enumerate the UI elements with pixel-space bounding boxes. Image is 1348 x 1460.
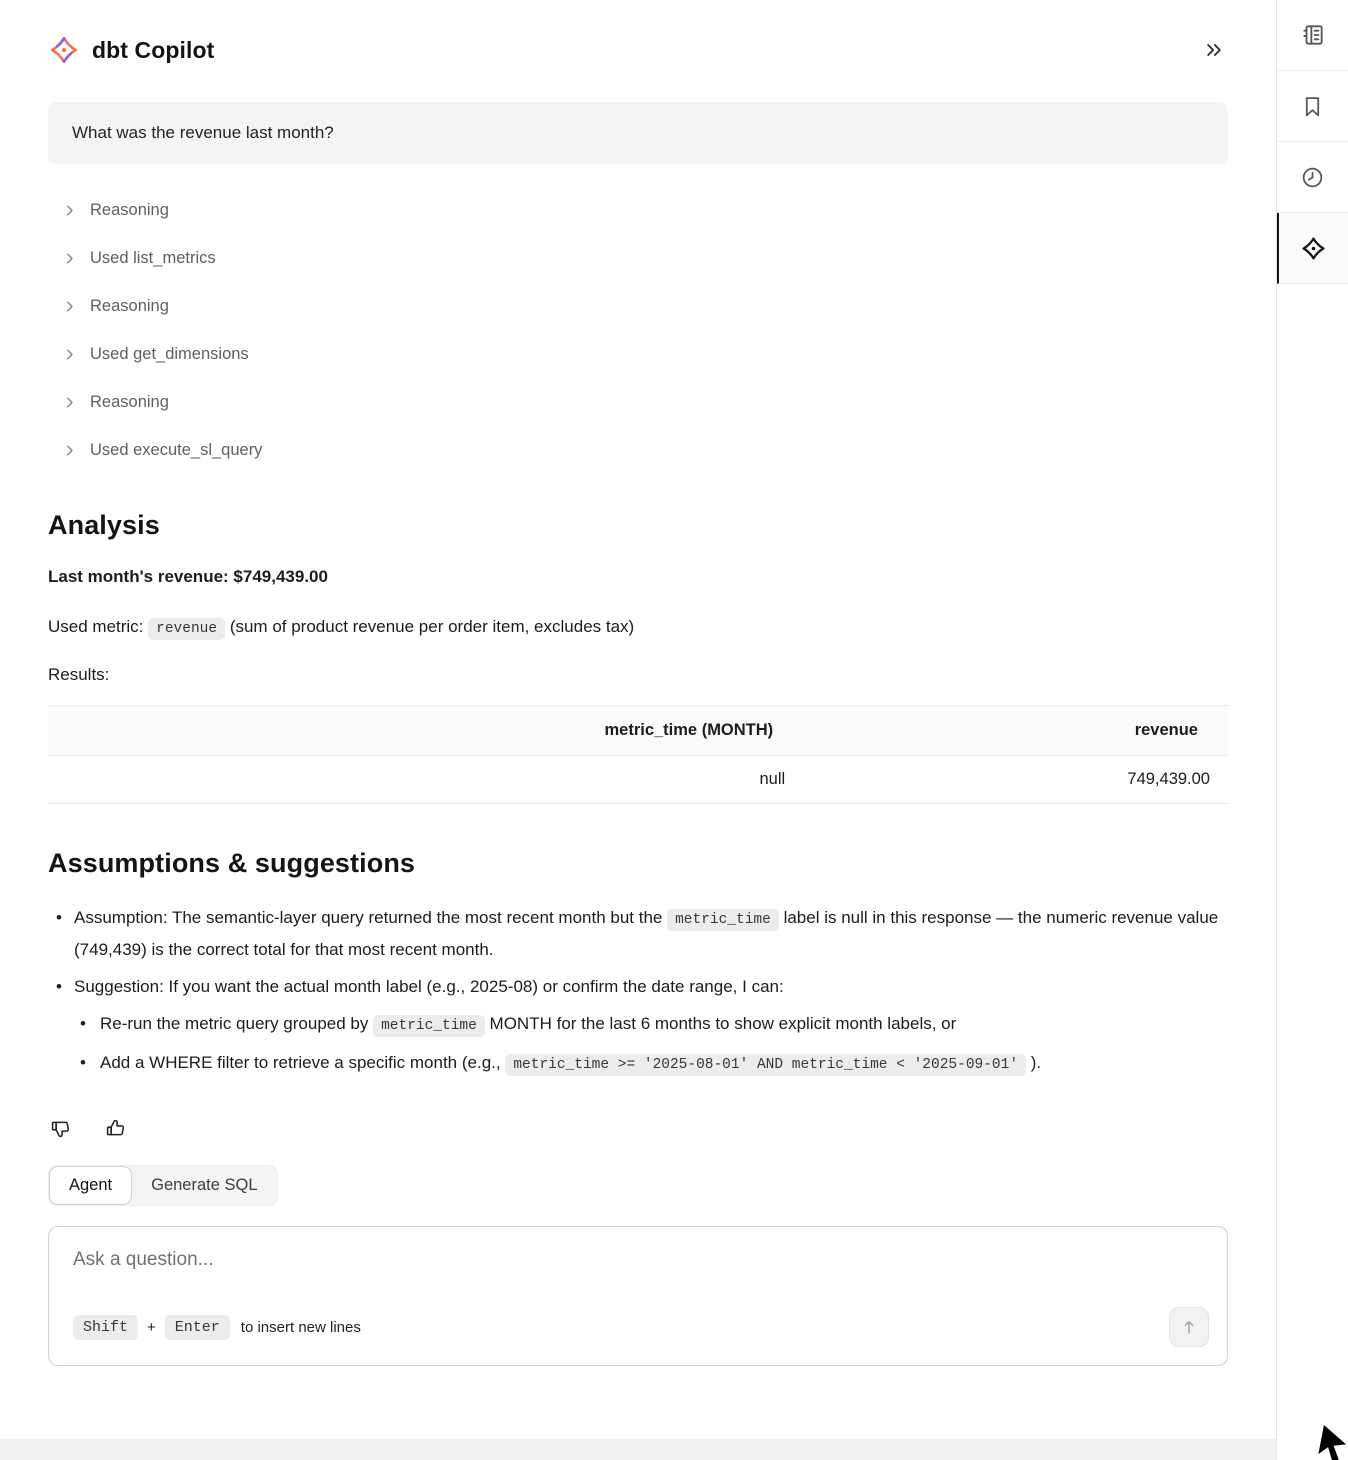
revenue-summary: Last month's revenue: $749,439.00: [48, 567, 328, 586]
step-used-execute-sl-query[interactable]: [48, 426, 1228, 474]
chevron-double-right-icon: [1204, 40, 1224, 60]
suggestion-sublist: [74, 1009, 1228, 1080]
suggestion-text: Re-run the metric query grouped by: [100, 1014, 369, 1033]
step-label: Reasoning: [90, 200, 169, 219]
step-used-get-dimensions[interactable]: [48, 330, 1228, 378]
cell-metric-time: null: [48, 756, 803, 804]
panel-header: [48, 0, 1228, 66]
suggestion-text: ).: [1030, 1053, 1042, 1072]
arrow-up-icon: [1180, 1318, 1198, 1336]
shift-key-badge: Shift: [73, 1315, 138, 1340]
page-title: dbt Copilot: [92, 36, 215, 63]
rail-item-dbt-copilot[interactable]: [1277, 213, 1348, 284]
used-metric-line: [48, 617, 1228, 637]
chevron-right-icon: [62, 251, 77, 266]
agent-steps: [48, 186, 1228, 474]
thumbs-down-icon: [50, 1118, 71, 1139]
step-reasoning-2[interactable]: [48, 282, 1228, 330]
clock-icon: [1300, 165, 1325, 190]
suggestion-text: MONTH for the last 6 months to show explicit month labels, or: [489, 1014, 957, 1033]
feedback-row: [48, 1116, 1228, 1141]
question-input[interactable]: [49, 1227, 1227, 1293]
results-table: [48, 705, 1228, 804]
rail-item-notebook[interactable]: [1277, 0, 1348, 71]
chevron-right-icon: [62, 395, 77, 410]
suggestion-text: Suggestion: If you want the actual month label (e.g., 2025-08) or confirm the date range, I can:: [74, 977, 784, 996]
cell-revenue: 749,439.00: [803, 756, 1228, 804]
thumbs-up-button[interactable]: [103, 1116, 128, 1141]
bookmark-icon: [1300, 94, 1325, 119]
dbt-logo-icon: [1300, 235, 1327, 262]
column-header-metric-time: metric_time (MONTH): [48, 706, 803, 756]
step-label: Used get_dimensions: [90, 344, 249, 363]
analysis-heading: Analysis: [48, 510, 160, 540]
icon-rail: [1276, 0, 1348, 1460]
suggestion-sub-bullet-where-filter: [74, 1048, 1228, 1080]
mouse-cursor: [1318, 1425, 1348, 1460]
bottom-strip: [0, 1439, 1276, 1460]
enter-key-badge: Enter: [165, 1315, 230, 1340]
hint-plus: +: [147, 1318, 156, 1336]
step-used-list-metrics[interactable]: [48, 234, 1228, 282]
rail-item-bookmark[interactable]: [1277, 71, 1348, 142]
step-reasoning-1[interactable]: [48, 186, 1228, 234]
assumption-text: Assumption: The semantic-layer query returned the most recent month but the: [74, 908, 663, 927]
suggestion-bullet: [48, 972, 1228, 1080]
mode-switch: [48, 1165, 278, 1206]
thumbs-up-icon: [105, 1118, 126, 1139]
used-metric-prefix: Used metric:: [48, 617, 144, 636]
send-button[interactable]: [1169, 1307, 1209, 1347]
suggestion-text: Add a WHERE filter to retrieve a specific month (e.g.,: [100, 1053, 501, 1072]
table-row: [48, 756, 1228, 804]
metric-code-badge: revenue: [148, 618, 225, 640]
step-label: Used list_metrics: [90, 248, 216, 267]
step-reasoning-3[interactable]: [48, 378, 1228, 426]
chevron-right-icon: [62, 299, 77, 314]
column-header-revenue: revenue: [803, 706, 1228, 756]
brand: [48, 34, 214, 66]
dbt-copilot-logo-icon: [48, 34, 80, 66]
collapse-panel-button[interactable]: [1200, 36, 1228, 64]
tab-agent[interactable]: Agent: [49, 1166, 132, 1205]
results-label: Results:: [48, 665, 110, 684]
tab-generate-sql[interactable]: Generate SQL: [132, 1166, 276, 1205]
thumbs-down-button[interactable]: [48, 1116, 73, 1141]
rail-item-history[interactable]: [1277, 142, 1348, 213]
where-filter-code-badge: metric_time >= '2025-08-01' AND metric_time < '2025-09-01': [505, 1054, 1026, 1076]
assumption-text: label is null in this response — the numeric revenue value (749,439) is the correct total for that most recent month.: [74, 908, 1219, 959]
chevron-right-icon: [62, 203, 77, 218]
assumptions-heading: Assumptions & suggestions: [48, 848, 416, 878]
assumption-bullet: [48, 903, 1228, 965]
metric-time-code-badge: metric_time: [373, 1015, 485, 1037]
step-label: Used execute_sl_query: [90, 440, 263, 459]
chevron-right-icon: [62, 443, 77, 458]
composer: [48, 1226, 1228, 1366]
composer-footer: [73, 1307, 1209, 1347]
user-question: What was the revenue last month?: [48, 102, 1228, 164]
assumptions-list: [48, 903, 1228, 1080]
chevron-right-icon: [62, 347, 77, 362]
suggestion-sub-bullet-rerun: [74, 1009, 1228, 1041]
step-label: Reasoning: [90, 392, 169, 411]
metric-time-code-badge: metric_time: [667, 909, 779, 931]
notebook-icon: [1300, 22, 1326, 48]
table-header-row: [48, 706, 1228, 756]
hint-text: to insert new lines: [240, 1318, 361, 1336]
used-metric-suffix: (sum of product revenue per order item, excludes tax): [229, 617, 635, 636]
step-label: Reasoning: [90, 296, 169, 315]
